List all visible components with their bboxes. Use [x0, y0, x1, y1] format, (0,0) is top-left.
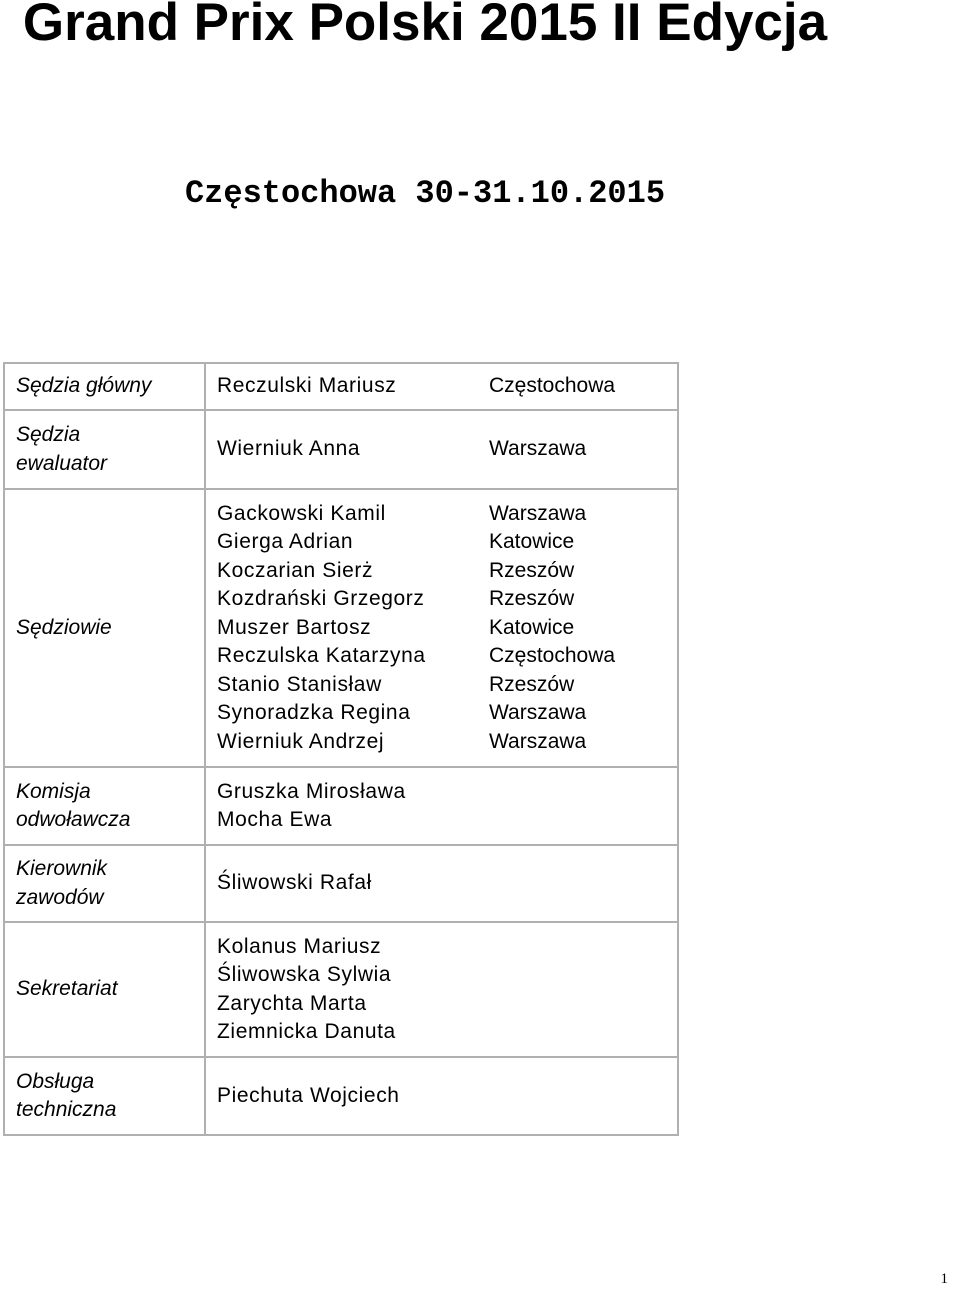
official-city: Częstochowa [489, 644, 616, 668]
official-city: Warszawa [489, 501, 587, 525]
official-city: Katowice [489, 530, 575, 554]
cities-cell [475, 410, 678, 489]
official-name: Koczarian Sierż [217, 558, 374, 582]
table-row [4, 410, 678, 489]
role-label: Sekretariat [16, 977, 118, 1001]
role-label: odwoławcza [16, 808, 131, 831]
official-name: Gierga Adrian [217, 530, 354, 554]
page-title: Grand Prix Polski 2015 II Edycja [22, 0, 828, 52]
official-city: Warszawa [489, 437, 587, 461]
official-city: Katowice [489, 615, 575, 639]
cities-cell [475, 363, 678, 410]
official-name: Śliwowski Rafał [217, 871, 372, 895]
official-name: Śliwowska Sylwia [217, 963, 392, 986]
names-cell [205, 410, 475, 489]
official-name: Wierniuk Anna [217, 437, 361, 461]
names-cell [205, 1057, 475, 1135]
role-cell [4, 410, 205, 489]
official-name: Muszer Bartosz [217, 615, 372, 639]
officials-table [3, 362, 679, 1136]
role-label: techniczna [16, 1098, 117, 1121]
names-cell [205, 845, 475, 922]
role-label: Komisja [16, 779, 91, 803]
official-name: Kolanus Mariusz [217, 934, 382, 958]
role-cell [4, 767, 205, 845]
role-cell [4, 489, 205, 767]
role-label: Kierownik [16, 857, 108, 880]
official-name: Reczulski Mariusz [217, 374, 397, 398]
names-cell [205, 922, 475, 1057]
official-city: Częstochowa [489, 374, 616, 398]
role-label: Sędziowie [16, 615, 112, 639]
official-city: Rzeszów [489, 587, 575, 611]
names-cell [205, 489, 475, 767]
role-cell [4, 1057, 205, 1135]
role-label: Obsługa [16, 1069, 95, 1093]
cities-cell [475, 767, 678, 845]
role-label: Sędzia [16, 423, 81, 446]
cities-cell [475, 922, 678, 1057]
role-cell [4, 363, 205, 410]
names-cell [205, 363, 475, 410]
role-label: Sędzia główny [16, 374, 152, 398]
official-name: Gruszka Mirosława [217, 779, 406, 803]
names-cell [205, 767, 475, 845]
table-row [4, 845, 678, 922]
table-row [4, 767, 678, 845]
table-row [4, 922, 678, 1057]
cities-cell [475, 1057, 678, 1135]
official-city: Rzeszów [489, 672, 575, 696]
official-name: Piechuta Wojciech [217, 1083, 400, 1107]
table-row [4, 489, 678, 767]
official-name: Synoradzka Regina [217, 701, 411, 725]
event-location-date: Częstochowa 30-31.10.2015 [184, 175, 666, 212]
official-name: Mocha Ewa [217, 808, 333, 831]
official-city: Warszawa [489, 701, 587, 725]
role-label: ewaluator [16, 451, 108, 475]
official-name: Reczulska Katarzyna [217, 644, 426, 668]
official-name: Gackowski Kamil [217, 501, 386, 525]
official-name: Ziemnicka Danuta [217, 1020, 396, 1043]
table-row [4, 1057, 678, 1135]
role-cell [4, 922, 205, 1057]
official-city: Rzeszów [489, 558, 575, 582]
official-name: Kozdrański Grzegorz [217, 587, 425, 611]
role-cell [4, 845, 205, 922]
page-number: 1 [940, 1271, 948, 1287]
cities-cell [475, 845, 678, 922]
official-name: Zarychta Marta [217, 991, 367, 1015]
official-name: Stanio Stanisław [217, 672, 382, 696]
cities-cell [475, 489, 678, 767]
official-city: Warszawa [489, 729, 587, 753]
official-name: Wierniuk Andrzej [217, 729, 385, 753]
table-row [4, 363, 678, 410]
role-label: zawodów [16, 885, 104, 909]
